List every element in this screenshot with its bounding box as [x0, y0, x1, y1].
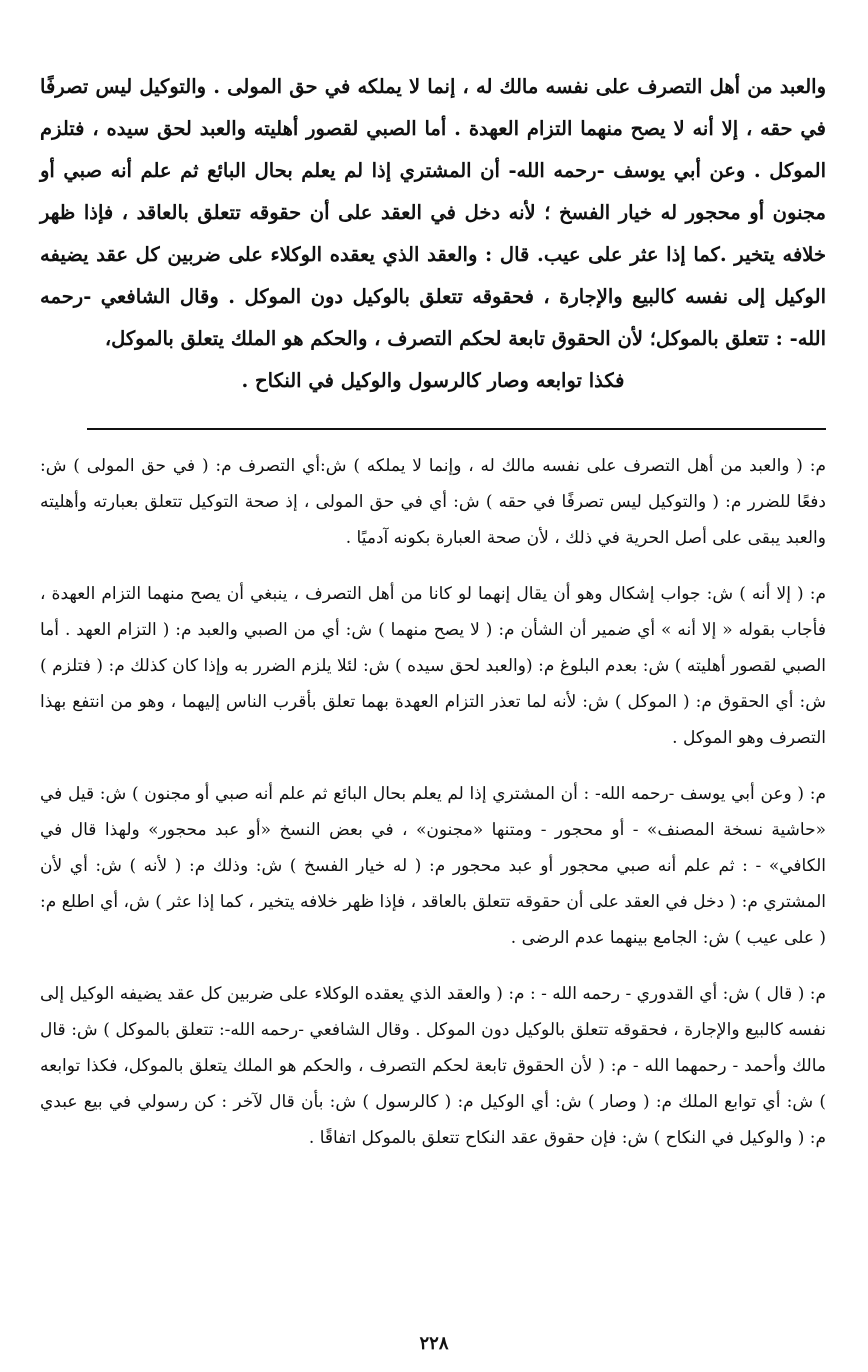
commentary-paragraph: م: ( وعن أبي يوسف -رحمه الله- : أن المشتري إذا لم يعلم بحال البائع ثم علم أنه صبي أو مجنون ) ش: قيل في «حاشية نسخة المصنف» - أو محجور - ومتنها «مجنون» ، في بعض النسخ «أو عبد محجور» ولهذا قال في الكافي» - : ثم علم أنه صبي محجور أو عبد محجور م: ( له خيار الفسخ ) ش: وذلك م: ( لأنه ) ش: أي لأن المشتري م: ( دخل في العقد على أن حقوقه تتعلق بالعاقد ، فإذا ظهر خلافه يتخير ، كما إذا عثر ) ش، أي اطلع م: ( على عيب ) ش: الجامع بينهما عدم الرضى .: [40, 784, 826, 948]
commentary-paragraph: م: ( إلا أنه ) ش: جواب إشكال وهو أن يقال إنهما لو كانا من أهل التصرف ، ينبغي أن يصح منهما التزام العهدة ، فأجاب بقوله « إلا أنه » أي ضمير أن الشأن م: ( لا يصح منهما ) ش: أي من الصبي والعبد م: ( التزام العهد . أما الصبي لقصور أهليته ) ش: بعدم البلوغ م: (والعبد لحق سيده ) ش: لئلا يلزم الضرر به وإذا كان كذلك م: ( فتلزم ) ش: أي الحقوق م: ( الموكل ) ش: لأنه لما تعذر التزام العهدة بهما تعلق بأقرب الناس إليهما ، وهو من انتفع بهذا التصرف وهو الموكل .: [40, 584, 826, 748]
main-paragraph-closing: فكذا توابعه وصار كالرسول والوكيل في النكاح .: [241, 369, 625, 392]
main-text-block: [40, 66, 826, 402]
separator-rule: [87, 428, 826, 430]
main-paragraph: والعبد من أهل التصرف على نفسه مالك له ، إنما لا يملكه في حق المولى . والتوكيل ليس تصرفًا في حقه ، إلا أنه لا يصح منهما التزام العهدة . أما الصبي لقصور أهليته والعبد لحق سيده ، فتلزم الموكل . وعن أبي يوسف -رحمه الله- أن المشتري إذا لم يعلم بحال البائع ثم علم أنه صبي أو مجنون أو محجور له خيار الفسخ ؛ لأنه دخل في العقد على أن حقوقه تتعلق بالعاقد ، فإذا ظهر خلافه يتخير .كما إذا عثر على عيب. قال : والعقد الذي يعقده الوكلاء على ضربين كل عقد يضيفه الوكيل إلى نفسه كالبيع والإجارة ، فحقوقه تتعلق بالوكيل دون الموكل . وقال الشافعي -رحمه الله- : تتعلق بالموكل؛ لأن الحقوق تابعة لحكم التصرف ، والحكم هو الملك يتعلق بالموكل،: [40, 75, 826, 350]
page-number: ٢٢٨: [419, 1333, 449, 1354]
commentary-paragraph: م: ( قال ) ش: أي القدوري - رحمه الله - : م: ( والعقد الذي يعقده الوكلاء على ضربين كل عقد يضيفه الوكيل إلى نفسه كالبيع والإجارة ، فحقوقه تتعلق بالوكيل دون الموكل . وقال الشافعي -رحمه الله-: تتعلق بالموكل ) ش: قال مالك وأحمد - رحمهما الله - م: ( لأن الحقوق تابعة لحكم التصرف ، والحكم هو الملك يتعلق بالموكل، فكذا توابعه ) ش: أي توابع الملك م: ( وصار ) ش: أي الوكيل م: ( كالرسول ) ش: بأن قال لآخر : كن رسولي في بيع عبدي م: ( والوكيل في النكاح ) ش: فإن حقوق عقد النكاح تتعلق بالموكل اتفاقًا .: [40, 984, 826, 1148]
commentary-block: [40, 448, 826, 1156]
book-page: [40, 66, 826, 1372]
commentary-paragraph: م: ( والعبد من أهل التصرف على نفسه مالك له ، وإنما لا يملكه ) ش:أي التصرف م: ( في حق المولى ) ش: دفعًا للضرر م: ( والتوكيل ليس تصرفًا في حقه ) ش: أي في حق المولى ، إذ صحة التوكيل تتعلق بعبارته وأهليته والعبد يبقى على أصل الحرية في ذلك ، لأن صحة العبارة بكونه آدميًا .: [40, 456, 826, 548]
